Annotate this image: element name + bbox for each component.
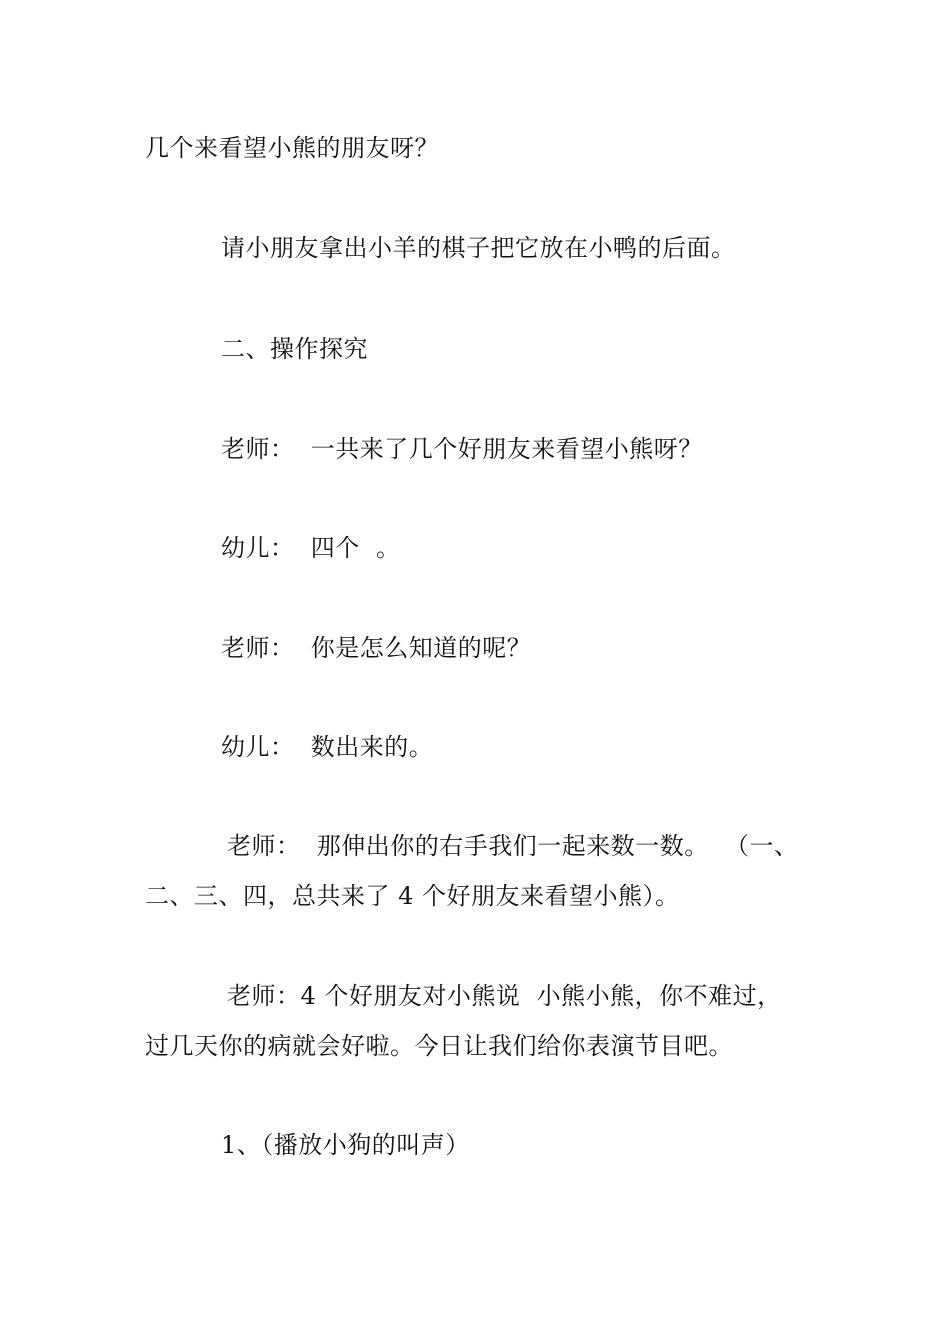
dialogue-line: 幼儿： 四个 。 — [221, 534, 401, 562]
section-heading: 二、操作探究 — [221, 335, 368, 363]
dialogue-line: 老师： 你是怎么知道的呢？ — [221, 634, 532, 662]
dialogue-line: 幼儿： 数出来的。 — [221, 733, 434, 761]
numbered-step: 1、（播放小狗的叫声） — [221, 1131, 470, 1159]
dialogue-line-continued: 二、三、四，总共来了 4 个好朋友来看望小熊）。 — [145, 882, 680, 910]
dialogue-line: 老师：4 个好朋友对小熊说 小熊小熊，你不难过， — [227, 982, 782, 1010]
dialogue-line: 老师： 一共来了几个好朋友来看望小熊呀？ — [221, 435, 703, 463]
dialogue-line: 老师： 那伸出你的右手我们一起来数一数。 （一、 — [227, 832, 799, 860]
paragraph-line: 请小朋友拿出小羊的棋子把它放在小鸭的后面。 — [221, 234, 736, 262]
dialogue-line-continued: 过几天你的病就会好啦。今日让我们给你表演节目吧。 — [145, 1032, 733, 1060]
paragraph-line: 几个来看望小熊的朋友呀？ — [145, 134, 439, 162]
